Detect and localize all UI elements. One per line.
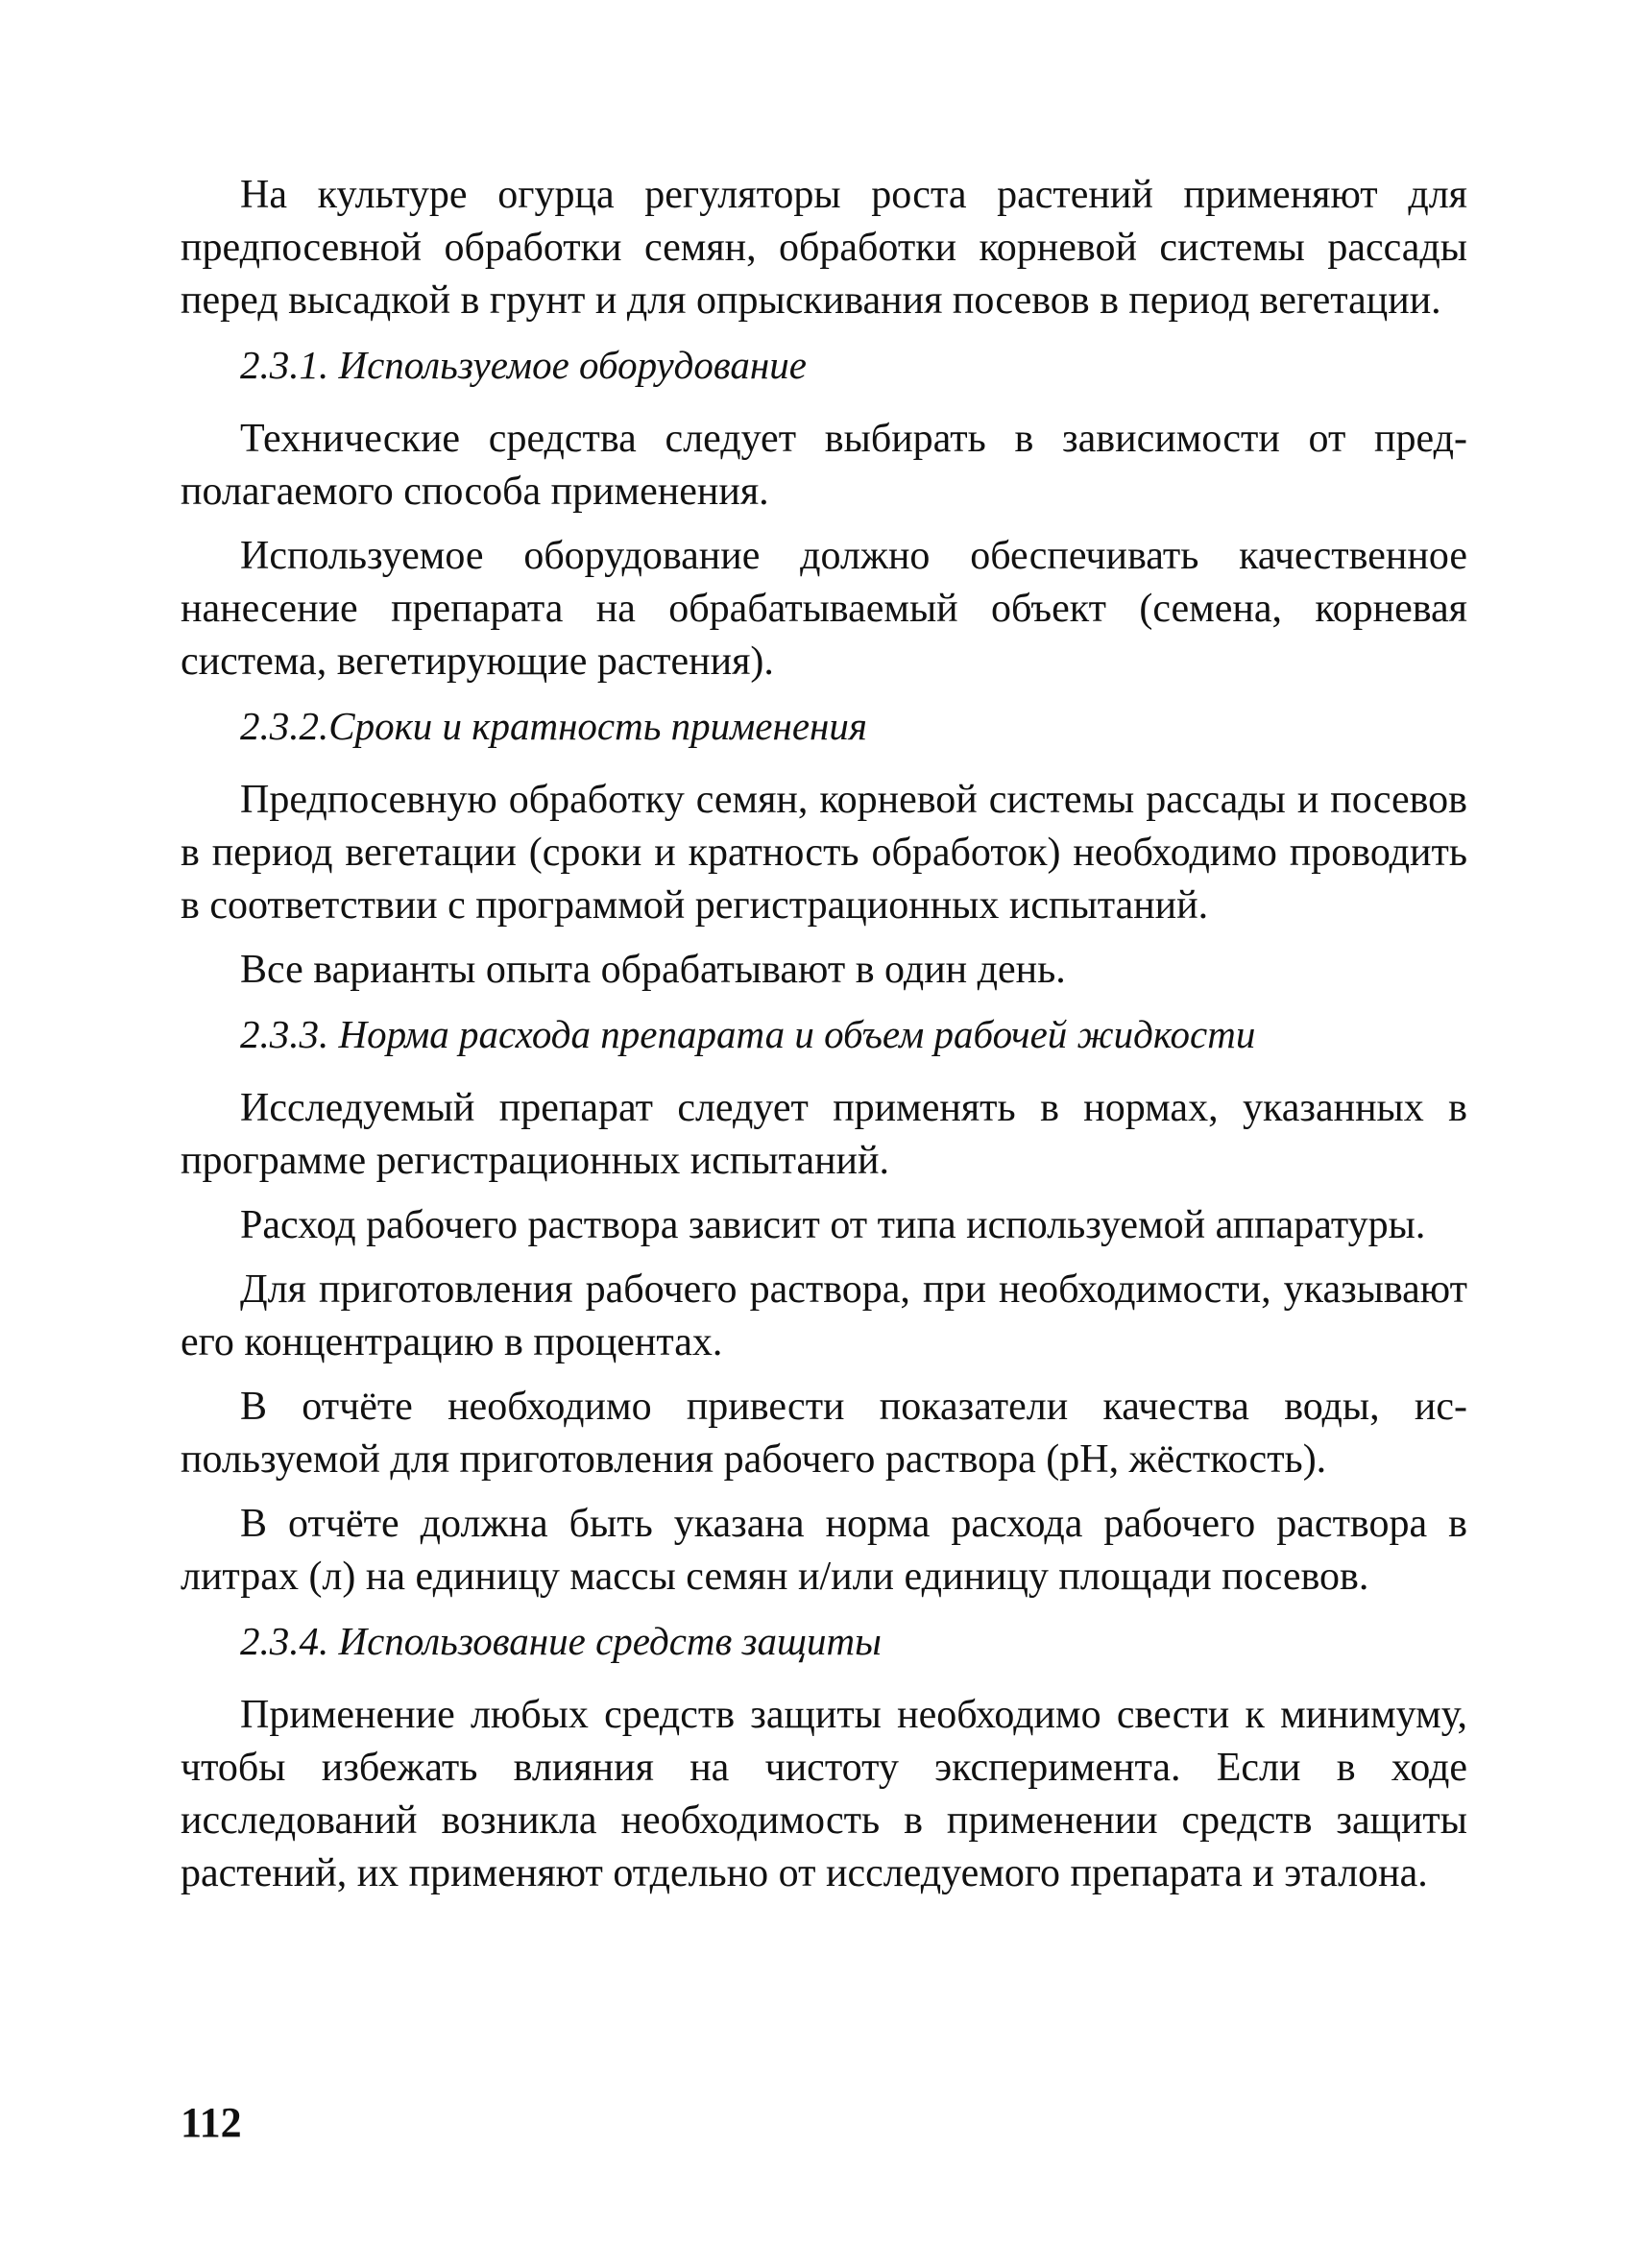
page-number: 112 [181, 2099, 242, 2146]
paragraph-rate-report: В отчёте должна быть указана норма расхода рабочего раствора в литрах (л) на единицу массы семян и/или единицу площади посевов. [181, 1502, 1467, 1599]
paragraph-equipment-quality: Используемое оборудование должно обеспечивать качественное нанесение препарата на обрабатываемый объект (семена, корневая система, вегетирующие растения). [181, 534, 1467, 684]
section-heading-2-3-1: 2.3.1. Используемое оборудование [240, 343, 807, 387]
page-body [181, 169, 1467, 1912]
paragraph-protection: Применение любых средств защиты необходимо свести к минимуму, чтобы избежать влияния на чистоту эксперимента. Если в ходе исследований возникла необходимость в применении средств защиты растений, их применяют отдельно от исследуемого препарата и эталона. [181, 1693, 1467, 1895]
paragraph-equipment-choice: Технические средства следует выбирать в зависимости от предполагаемого способа применения. [181, 417, 1467, 514]
section-heading-2-3-4: 2.3.4. Использование средств защиты [240, 1619, 882, 1663]
paragraph-solution-consumption: Расход рабочего раствора зависит от типа используемой аппаратуры. [240, 1203, 1426, 1247]
section-heading-2-3-3: 2.3.3. Норма расхода препарата и объем рабочей жидкости [240, 1012, 1256, 1056]
paragraph-timing: Предпосевную обработку семян, корневой системы рассады и посевов в период вегетации (сроки и кратность обработок) необходимо проводить в соответствии с программой регистрационных испытаний. [181, 778, 1467, 928]
paragraph-one-day: Все варианты опыта обрабатывают в один день. [240, 948, 1066, 992]
paragraph-rates: Исследуемый препарат следует применять в нормах, указанных в программе регистрационных испытаний. [181, 1086, 1467, 1183]
paragraph-concentration: Для приготовления рабочего раствора, при необходимости, указывают его концентрацию в процентах. [181, 1267, 1467, 1364]
section-heading-2-3-2: 2.3.2.Сроки и кратность применения [240, 704, 867, 748]
paragraph-water-quality: В отчёте необходимо привести показатели качества воды, используемой для приготовления рабочего раствора (pH, жёсткость). [181, 1385, 1467, 1482]
paragraph-intro: На культуре огурца регуляторы роста растений применяют для предпосевной обработки семян, обработки корневой системы рассады перед высадкой в грунт и для опрыскивания посевов в период вегетации. [181, 173, 1467, 323]
